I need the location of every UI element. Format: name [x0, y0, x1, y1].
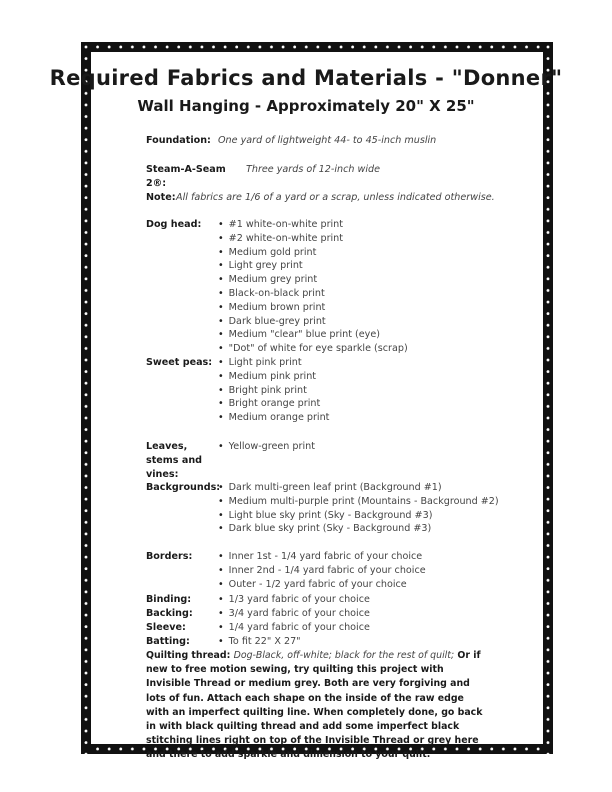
list-item: • "Dot" of white for eye sparkle (scrap) [218, 342, 408, 356]
dog-head-list [218, 218, 408, 356]
list-item: • Medium grey print [218, 273, 408, 287]
borders-label: Borders: [146, 551, 193, 562]
list-item: • Yellow-green print [218, 440, 315, 454]
quilting-value: Dog-Black, off-white; black for the rest of quilt; [233, 650, 455, 661]
quilting-label: Quilting thread: [146, 650, 231, 661]
steam-value: Three yards of 12-inch wide [246, 164, 380, 175]
list-item: • Inner 2nd - 1/4 yard fabric of your choice [218, 564, 426, 578]
sweet-peas-label: Sweet peas: [146, 357, 213, 368]
backgrounds-label: Backgrounds: [146, 482, 221, 493]
list-item: • Light pink print [218, 356, 329, 370]
list-item: • #1 white-on-white print [218, 218, 408, 232]
list-item: • 1/3 yard fabric of your choice [218, 593, 370, 607]
quilting-tip: Or if new to free motion sewing, try quilting this project with Invisible Thread or medium grey. Both are very forgiving and lots of fun. Attach each shape on the inside of the raw edge with an imperfect quilting line. When completely done, go back in with black quilting thread and add some imperfect black stitching lines right on top of the Invisible Thread or grey here and there to add sparkle and dimension to your quilt. [146, 650, 483, 761]
foundation-label: Foundation: [146, 135, 211, 146]
list-item: • Outer - 1/2 yard fabric of your choice [218, 578, 426, 592]
border-left [81, 42, 91, 754]
steam-label: Steam-A-Seam 2®: [146, 164, 226, 189]
page-title: Required Fabrics and Materials - "Donner" [49, 66, 563, 90]
sleeve-list [218, 621, 370, 635]
binding-list [218, 593, 370, 607]
list-item: • Dark blue-grey print [218, 315, 408, 329]
list-item: • 3/4 yard fabric of your choice [218, 607, 370, 621]
borders-list [218, 550, 426, 591]
batting-label: Batting: [146, 636, 190, 647]
list-item: • Medium brown print [218, 301, 408, 315]
border-top [81, 42, 553, 52]
list-item: • Medium orange print [218, 411, 329, 425]
page-subtitle: Wall Hanging - Approximately 20" X 25" [137, 97, 475, 115]
list-item: • Medium gold print [218, 246, 408, 260]
backing-label: Backing: [146, 608, 193, 619]
list-item: • To fit 22" X 27" [218, 635, 301, 649]
backgrounds-list [218, 481, 499, 536]
quilting-thread-paragraph [146, 649, 486, 763]
foundation-value: One yard of lightweight 44- to 45-inch muslin [218, 135, 437, 146]
list-item: • 1/4 yard fabric of your choice [218, 621, 370, 635]
note-label: Note: [146, 192, 176, 203]
batting-list [218, 635, 301, 649]
list-item: • Dark multi-green leaf print (Background #1) [218, 481, 499, 495]
list-item: • Black-on-black print [218, 287, 408, 301]
border-right [543, 42, 553, 754]
leaves-label: Leaves, stems and vines: [146, 441, 203, 480]
list-item: • Inner 1st - 1/4 yard fabric of your choice [218, 550, 426, 564]
list-item: • Bright orange print [218, 397, 329, 411]
sleeve-label: Sleeve: [146, 622, 186, 633]
list-item: • Bright pink print [218, 384, 329, 398]
leaves-list [218, 440, 315, 454]
list-item: • Medium pink print [218, 370, 329, 384]
list-item: • Light blue sky print (Sky - Background #3) [218, 509, 499, 523]
list-item: • Light grey print [218, 259, 408, 273]
sweet-peas-list [218, 356, 329, 425]
list-item: • Medium multi-purple print (Mountains - Background #2) [218, 495, 499, 509]
binding-label: Binding: [146, 594, 192, 605]
backing-list [218, 607, 370, 621]
note-value: All fabrics are 1/6 of a yard or a scrap, unless indicated otherwise. [176, 192, 495, 203]
list-item: • Medium "clear" blue print (eye) [218, 328, 408, 342]
list-item: • Dark blue sky print (Sky - Background #3) [218, 522, 499, 536]
dog-head-label: Dog head: [146, 219, 202, 230]
list-item: • #2 white-on-white print [218, 232, 408, 246]
